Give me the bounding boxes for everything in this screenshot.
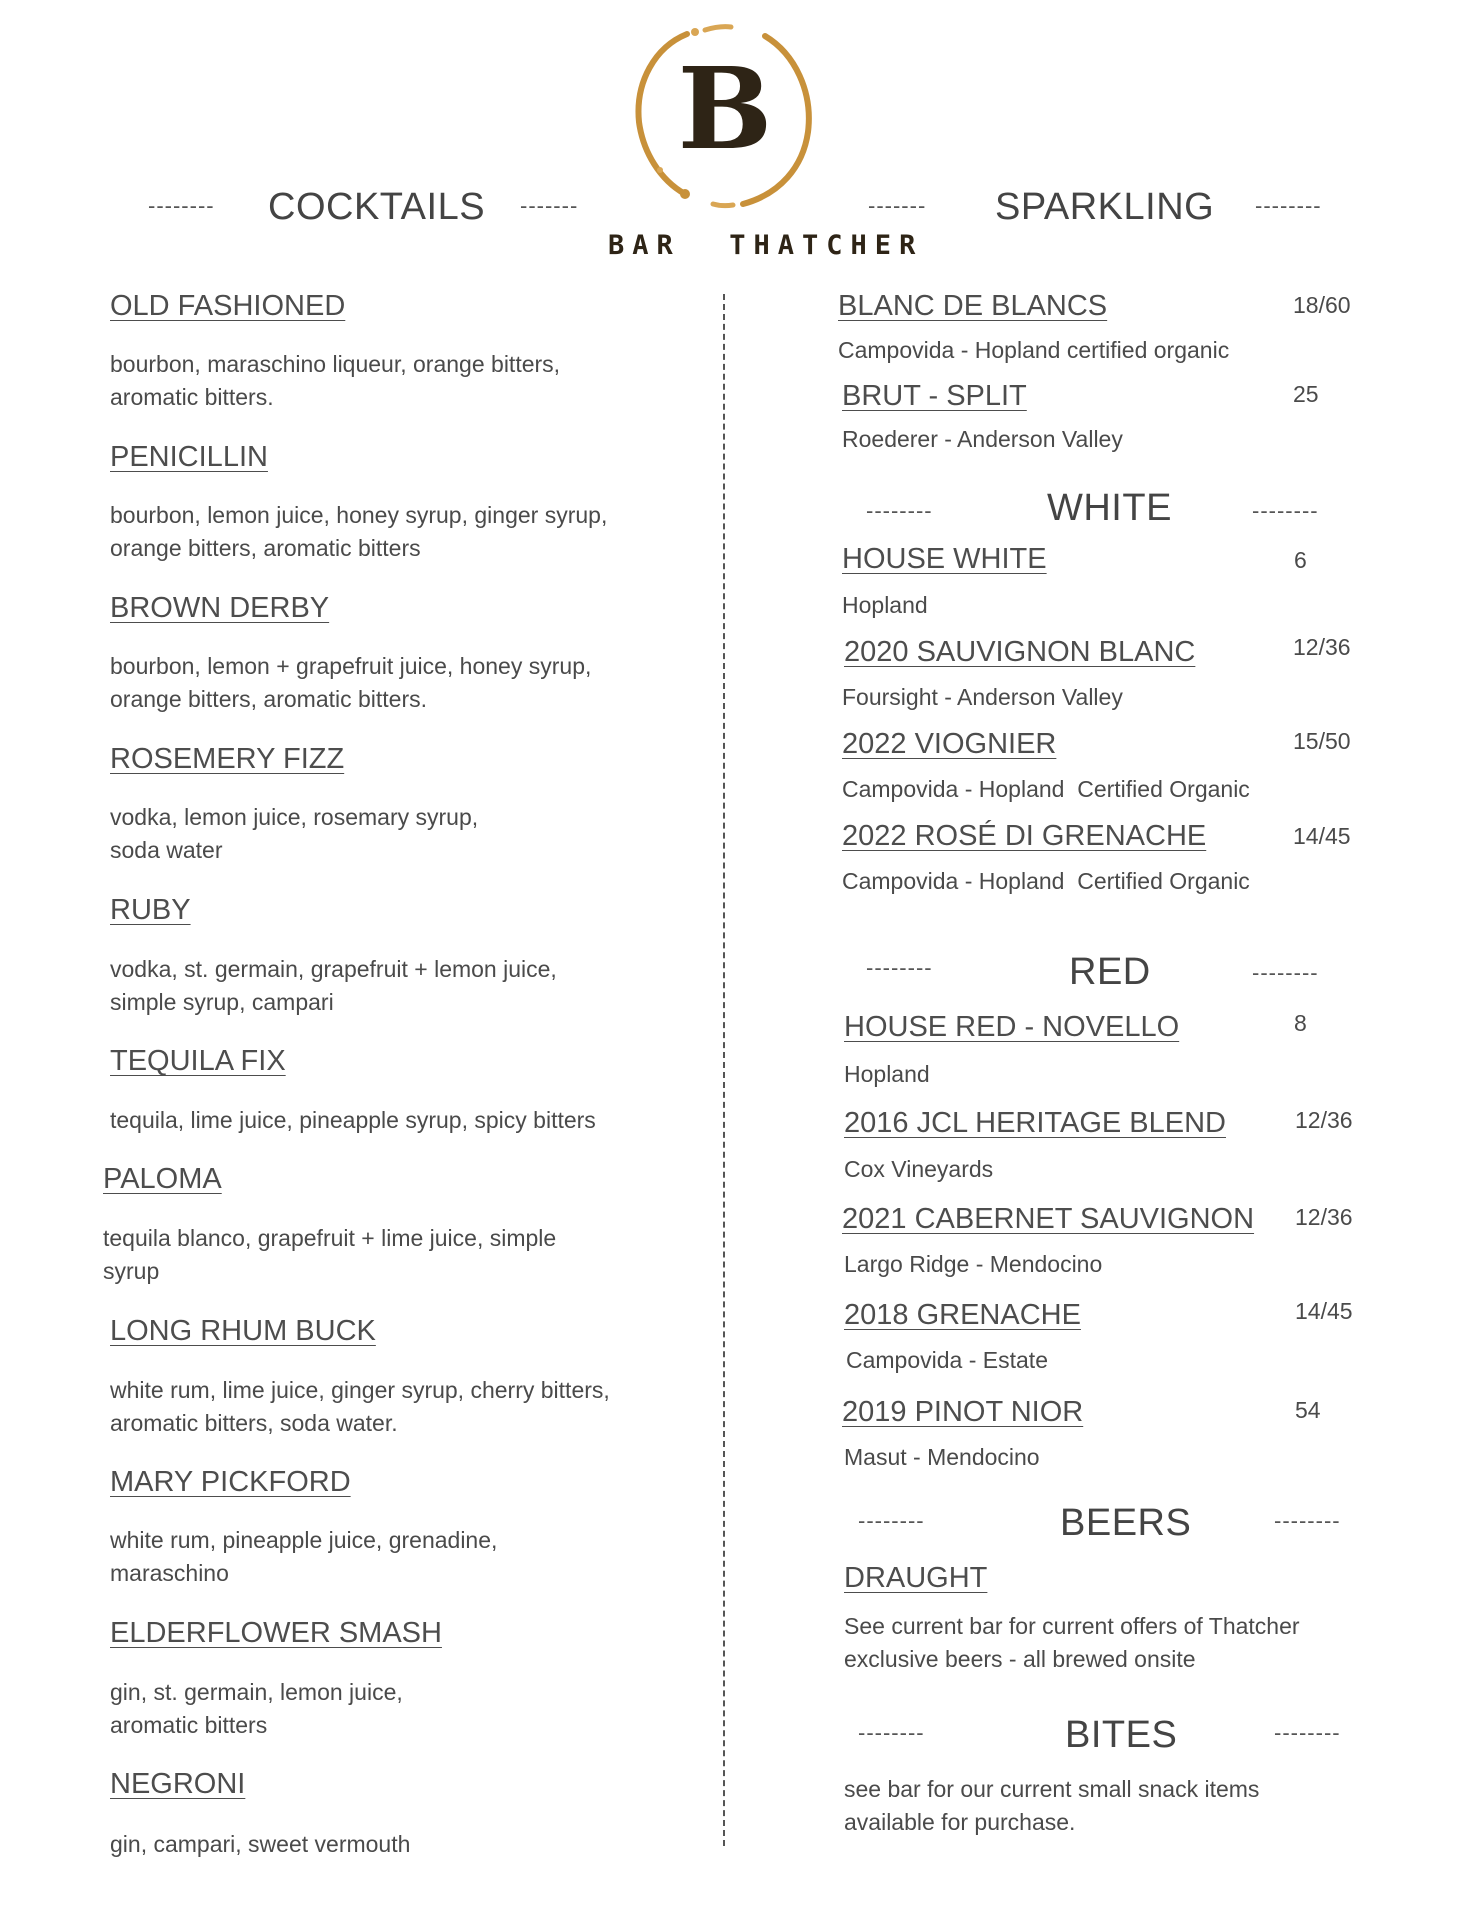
item-name: BRUT - SPLIT [842, 380, 1027, 412]
dash-right: ------- [520, 193, 579, 218]
item-name: 2021 CABERNET SAUVIGNON [842, 1203, 1255, 1235]
dash-left: ------- [868, 193, 927, 218]
logo-monogram: B [677, 44, 773, 175]
item-name: HOUSE RED - NOVELLO [844, 1011, 1180, 1043]
item-price: 6 [1294, 547, 1307, 573]
item-description: white rum, pineapple juice, grenadine, maraschino [110, 1527, 498, 1586]
item-name: OLD FASHIONED [110, 290, 346, 322]
item-description: white rum, lime juice, ginger syrup, cherry bitters, aromatic bitters, soda water. [110, 1377, 610, 1436]
item-price: 14/45 [1295, 1298, 1353, 1324]
item-description: tequila blanco, grapefruit + lime juice, simple syrup [103, 1225, 557, 1284]
item-name: BROWN DERBY [110, 592, 330, 624]
item-producer: Roederer - Anderson Valley [842, 426, 1123, 452]
item-name: 2022 ROSÉ DI GRENACHE [842, 820, 1207, 852]
section-title-bites: BITES [1065, 1714, 1178, 1756]
dash-right: -------- [1274, 1720, 1341, 1745]
item-name: 2019 PINOT NIOR [842, 1396, 1084, 1428]
dash-right: -------- [1274, 1508, 1341, 1533]
column-divider [723, 294, 725, 1846]
section-title-red: RED [1069, 951, 1151, 993]
item-name: LONG RHUM BUCK [110, 1315, 376, 1347]
section-title-sparkling: SPARKLING [995, 186, 1215, 228]
item-price: 8 [1294, 1010, 1307, 1036]
item-description: bourbon, lemon juice, honey syrup, ginger syrup, orange bitters, aromatic bitters [110, 502, 608, 561]
item-name: 2022 VIOGNIER [842, 728, 1057, 760]
item-name: ROSEMERY FIZZ [110, 743, 345, 775]
item-name: PALOMA [103, 1163, 222, 1195]
item-price: 25 [1293, 381, 1319, 407]
brand-name: BAR THATCHER [608, 230, 924, 261]
item-name: RUBY [110, 894, 191, 926]
item-description: See current bar for current offers of Thatcher exclusive beers - all brewed onsite [844, 1613, 1300, 1672]
item-price: 14/45 [1293, 823, 1351, 849]
item-producer: Cox Vineyards [844, 1156, 994, 1182]
item-producer: Campovida - Estate [846, 1347, 1048, 1373]
item-description: vodka, lemon juice, rosemary syrup, soda water [110, 804, 479, 863]
item-description: bourbon, maraschino liqueur, orange bitters, aromatic bitters. [110, 351, 561, 410]
dash-right: -------- [1252, 960, 1319, 985]
item-price: 18/60 [1293, 292, 1351, 318]
dash-left: -------- [866, 955, 933, 980]
item-name: PENICILLIN [110, 441, 268, 473]
dash-left: -------- [858, 1508, 925, 1533]
item-price: 12/36 [1295, 1204, 1353, 1230]
dash-left: -------- [858, 1720, 925, 1745]
bites-description: see bar for our current small snack items available for purchase. [844, 1776, 1260, 1835]
item-name: TEQUILA FIX [110, 1045, 286, 1077]
item-producer: Masut - Mendocino [844, 1444, 1040, 1470]
item-name: BLANC DE BLANCS [838, 290, 1108, 322]
logo [625, 22, 825, 217]
item-name: 2016 JCL HERITAGE BLEND [844, 1107, 1226, 1139]
item-producer: Largo Ridge - Mendocino [844, 1251, 1103, 1277]
item-name: NEGRONI [110, 1768, 246, 1800]
dash-left: -------- [148, 193, 215, 218]
item-name: 2020 SAUVIGNON BLANC [844, 636, 1196, 668]
item-price: 54 [1295, 1397, 1321, 1423]
item-description: tequila, lime juice, pineapple syrup, spicy bitters [110, 1107, 596, 1133]
item-price: 15/50 [1293, 728, 1351, 754]
item-producer: Hopland [842, 592, 928, 618]
section-title-white: WHITE [1047, 487, 1172, 529]
item-producer: Foursight - Anderson Valley [842, 684, 1123, 710]
item-name: ELDERFLOWER SMASH [110, 1617, 442, 1649]
item-name: MARY PICKFORD [110, 1466, 351, 1498]
section-title-cocktails: COCKTAILS [268, 186, 486, 228]
item-producer: Campovida - Hopland certified organic [838, 337, 1230, 363]
dash-right: -------- [1252, 498, 1319, 523]
item-description: bourbon, lemon + grapefruit juice, honey syrup, orange bitters, aromatic bitters. [110, 653, 592, 712]
item-producer: Hopland [844, 1061, 930, 1087]
item-producer: Campovida - Hopland Certified Organic [842, 776, 1250, 802]
item-price: 12/36 [1295, 1107, 1353, 1133]
dash-right: -------- [1255, 193, 1322, 218]
section-title-beers: BEERS [1060, 1502, 1192, 1544]
item-producer: Campovida - Hopland Certified Organic [842, 868, 1250, 894]
item-description: gin, campari, sweet vermouth [110, 1831, 411, 1857]
item-name: 2018 GRENACHE [844, 1299, 1081, 1331]
item-name: DRAUGHT [844, 1562, 988, 1594]
dash-left: -------- [866, 498, 933, 523]
item-name: HOUSE WHITE [842, 543, 1047, 575]
item-description: vodka, st. germain, grapefruit + lemon juice, simple syrup, campari [110, 956, 557, 1015]
item-description: gin, st. germain, lemon juice, aromatic bitters [110, 1679, 403, 1738]
item-price: 12/36 [1293, 634, 1351, 660]
